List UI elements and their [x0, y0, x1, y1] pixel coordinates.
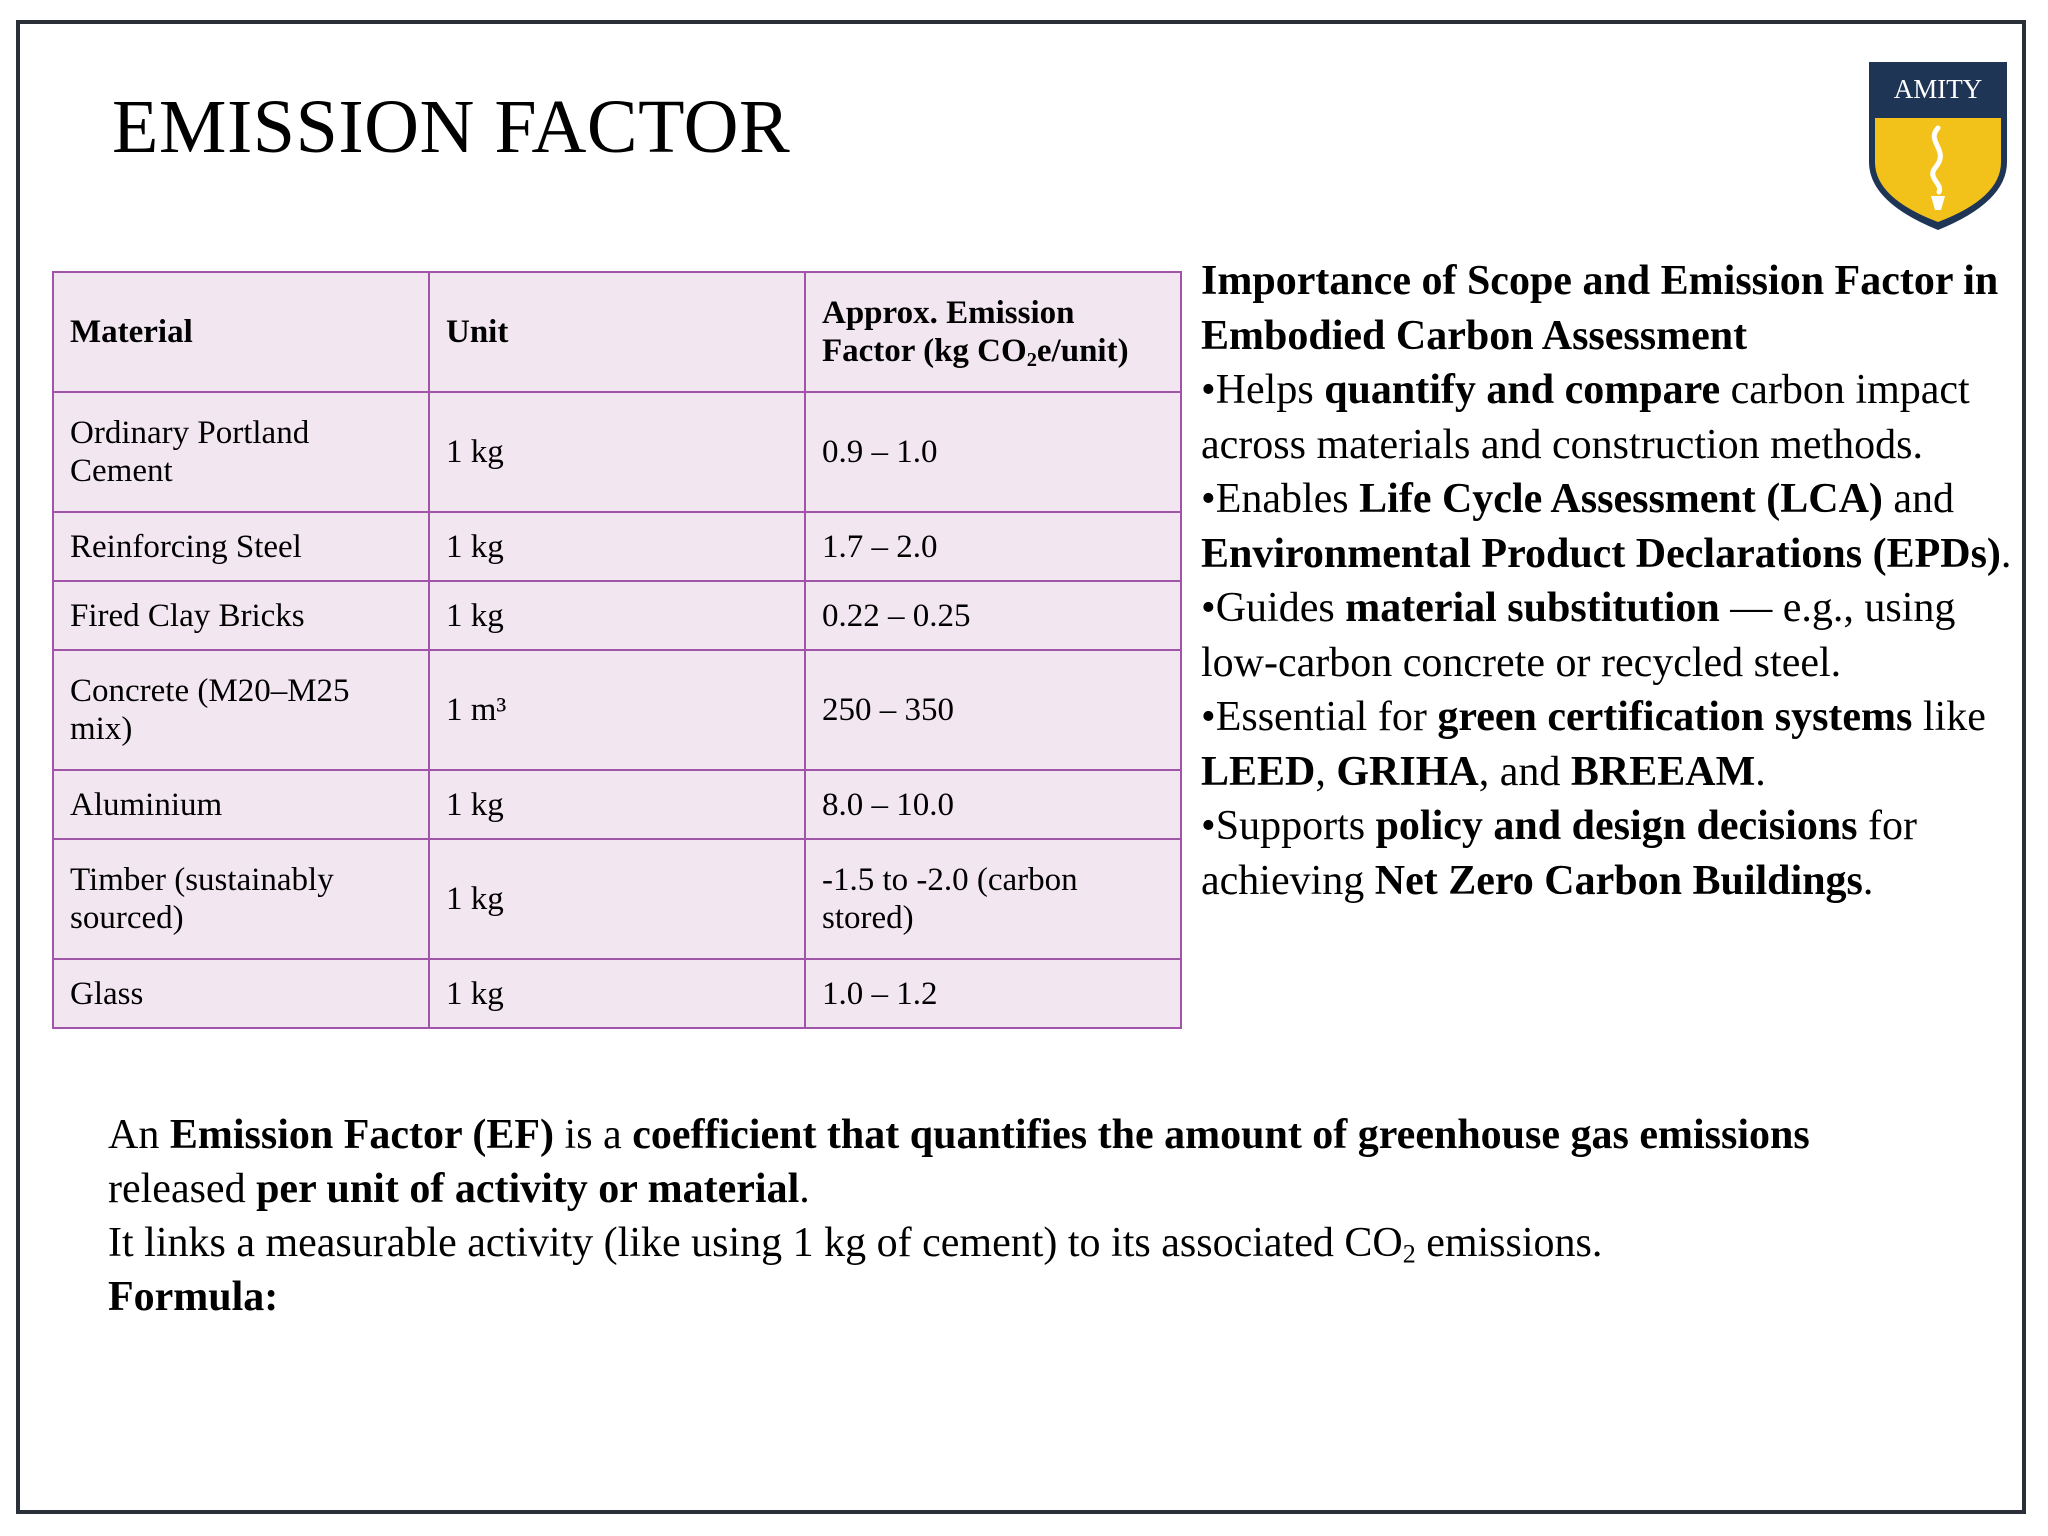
- cell-unit: 1 kg: [429, 392, 805, 512]
- table-row: [53, 581, 1181, 650]
- cell-emission-factor: 250 – 350: [805, 650, 1181, 770]
- cell-material: Timber (sustainably sourced): [53, 839, 429, 959]
- cell-material: Fired Clay Bricks: [53, 581, 429, 650]
- header-unit: Unit: [429, 272, 805, 392]
- importance-panel: [1201, 254, 2031, 908]
- bullet-lca: •Enables Life Cycle Assessment (LCA) and Environmental Product Declarations (EPDs).: [1201, 476, 2012, 577]
- definition-text: An Emission Factor (EF) is a coefficient that quantifies the amount of greenhouse gas emissions released per unit of activity or material.: [108, 1112, 1810, 1212]
- table-row: [53, 392, 1181, 512]
- bullet-policy: •Supports policy and design decisions for achieving Net Zero Carbon Buildings.: [1201, 803, 1918, 904]
- table-header-row: [53, 272, 1181, 392]
- table-row: [53, 650, 1181, 770]
- cell-material: Aluminium: [53, 770, 429, 839]
- emission-factor-table: [52, 271, 1182, 1029]
- svg-text:AMITY: AMITY: [1893, 74, 1983, 104]
- cell-unit: 1 m³: [429, 650, 805, 770]
- cell-emission-factor: -1.5 to -2.0 (carbon stored): [805, 839, 1181, 959]
- cell-emission-factor: 0.9 – 1.0: [805, 392, 1181, 512]
- cell-unit: 1 kg: [429, 959, 805, 1028]
- table-row: [53, 770, 1181, 839]
- cell-emission-factor: 0.22 – 0.25: [805, 581, 1181, 650]
- cell-material: Glass: [53, 959, 429, 1028]
- importance-heading: Importance of Scope and Emission Factor in Embodied Carbon Assessment: [1201, 258, 1999, 359]
- cell-material: Concrete (M20–M25 mix): [53, 650, 429, 770]
- header-emission-factor: Approx. Emission Factor (kg $CO_2e/unit$): [805, 272, 1181, 392]
- amity-logo: [1865, 58, 2011, 234]
- formula-label: Formula:: [108, 1274, 279, 1320]
- cell-material: Reinforcing Steel: [53, 512, 429, 581]
- cell-emission-factor: 1.0 – 1.2: [805, 959, 1181, 1028]
- slide-title: EMISSION FACTOR: [112, 85, 791, 169]
- table-row: [53, 959, 1181, 1028]
- cell-unit: 1 kg: [429, 512, 805, 581]
- cell-emission-factor: 1.7 – 2.0: [805, 512, 1181, 581]
- table-row: [53, 512, 1181, 581]
- cell-unit: 1 kg: [429, 581, 805, 650]
- cell-unit: 1 kg: [429, 770, 805, 839]
- bullet-substitution: •Guides material substitution — e.g., using low-carbon concrete or recycled steel.: [1201, 585, 1956, 686]
- cell-material: Ordinary Portland Cement: [53, 392, 429, 512]
- table-row: [53, 839, 1181, 959]
- cell-emission-factor: 8.0 – 10.0: [805, 770, 1181, 839]
- header-material: Material: [53, 272, 429, 392]
- cell-unit: 1 kg: [429, 839, 805, 959]
- bullet-quantify: •Helps quantify and compare carbon impact across materials and construction methods.: [1201, 367, 1970, 468]
- bullet-certification: •Essential for green certification systems like LEED, GRIHA, and BREEAM.: [1201, 694, 1986, 795]
- link-text: It links a measurable activity (like using 1 kg of cement) to its associated $CO_2$ emissions.: [108, 1220, 1603, 1269]
- definition-section: [108, 1108, 2008, 1324]
